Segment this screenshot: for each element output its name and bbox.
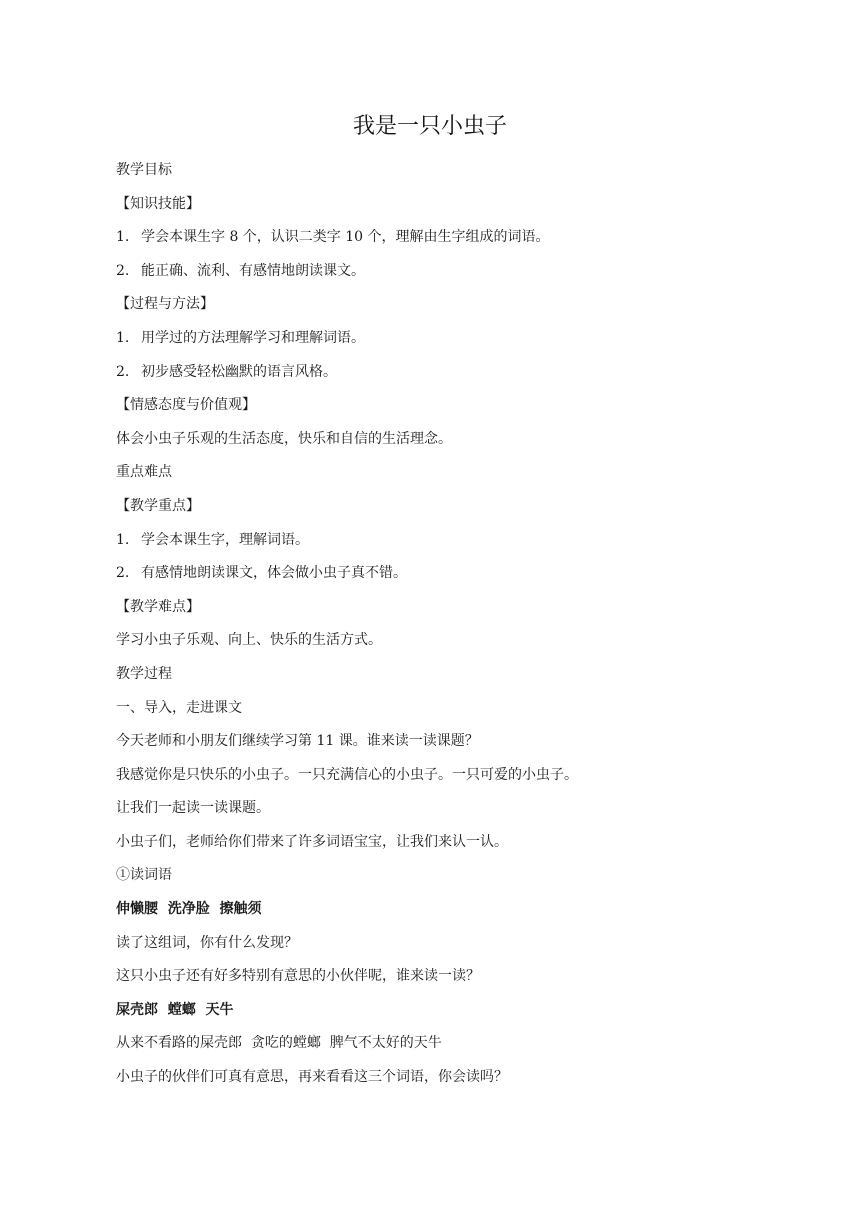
item-number: 1.	[116, 531, 130, 548]
line-text: 伸懒腰 洗净脸 擦触须	[116, 901, 262, 918]
line-text: 这只小虫子还有好多特别有意思的小伙伴呢，谁来读一读？	[116, 968, 480, 985]
line-text: 从来不看路的屎壳郎 贪吃的螳螂 脾气不太好的天牛	[116, 1035, 442, 1052]
line-text: 小虫子们，老师给你们带来了许多词语宝宝，让我们来认一认。	[116, 833, 508, 850]
item-number: 2.	[116, 363, 130, 380]
line-text: 一、导入，走进课文	[116, 699, 242, 716]
line-text: 我感觉你是只快乐的小虫子。一只充满信心的小虫子。一只可爱的小虫子。	[116, 766, 578, 783]
paragraph	[116, 1061, 756, 1095]
numbered-item	[116, 356, 756, 390]
numbered-item	[116, 221, 756, 255]
line-text: 能正确、流利、有感情地朗读课文。	[141, 262, 365, 279]
item-number: 1.	[116, 229, 130, 246]
subsection-heading	[116, 591, 756, 625]
line-text: 【过程与方法】	[116, 296, 214, 313]
item-number: 1.	[116, 329, 130, 346]
section-heading	[116, 154, 756, 188]
line-text: 【教学重点】	[116, 497, 200, 514]
numbered-item	[116, 322, 756, 356]
section-heading	[116, 658, 756, 692]
line-text: 小虫子的伙伴们可真有意思，再来看看这三个词语，你会读吗？	[116, 1069, 508, 1086]
line-text: 重点难点	[116, 464, 172, 481]
line-text: 初步感受轻松幽默的语言风格。	[141, 363, 337, 380]
line-text: 教学目标	[116, 162, 172, 178]
line-text: 有感情地朗读课文，体会做小虫子真不错。	[141, 565, 407, 582]
subsection-heading	[116, 288, 756, 322]
line-text: 用学过的方法理解学习和理解词语。	[141, 329, 365, 346]
paragraph	[116, 624, 756, 658]
line-text: 屎壳郎 螳螂 天牛	[116, 1001, 234, 1018]
paragraph	[116, 759, 756, 793]
part-heading	[116, 692, 756, 726]
line-text: ①读词语	[116, 867, 172, 884]
paragraph	[116, 423, 756, 457]
numbered-item	[116, 255, 756, 289]
subsection-heading	[116, 188, 756, 222]
section-heading	[116, 456, 756, 490]
document-title: 我是一只小虫子	[352, 114, 507, 139]
numbered-item	[116, 524, 756, 558]
item-number: 2.	[116, 262, 130, 279]
paragraph	[116, 792, 756, 826]
line-text: 【教学难点】	[116, 598, 200, 615]
line-text: 【知识技能】	[116, 195, 200, 212]
document-body	[116, 154, 756, 1095]
paragraph	[116, 927, 756, 961]
subsection-heading	[116, 389, 756, 423]
step-label	[116, 859, 756, 893]
line-text: 学会本课生字，理解词语。	[141, 531, 309, 548]
line-text: 今天老师和小朋友们继续学习第 11 课。谁来读一读课题？	[116, 733, 479, 750]
line-text: 教学过程	[116, 665, 172, 682]
paragraph	[116, 960, 756, 994]
subsection-heading	[116, 490, 756, 524]
paragraph	[116, 1027, 756, 1061]
vocabulary-group	[116, 893, 756, 927]
vocabulary-group	[116, 994, 756, 1028]
item-number: 2.	[116, 565, 130, 582]
numbered-item	[116, 557, 756, 591]
line-text: 体会小虫子乐观的生活态度，快乐和自信的生活理念。	[116, 430, 452, 447]
paragraph	[116, 826, 756, 860]
line-text: 学会本课生字 8 个，认识二类字 10 个，理解由生字组成的词语。	[141, 229, 550, 246]
line-text: 学习小虫子乐观、向上、快乐的生活方式。	[116, 632, 382, 649]
line-text: 读了这组词，你有什么发现？	[116, 934, 298, 951]
paragraph	[116, 725, 756, 759]
line-text: 【情感态度与价值观】	[116, 397, 256, 414]
line-text: 让我们一起读一读课题。	[116, 800, 270, 817]
